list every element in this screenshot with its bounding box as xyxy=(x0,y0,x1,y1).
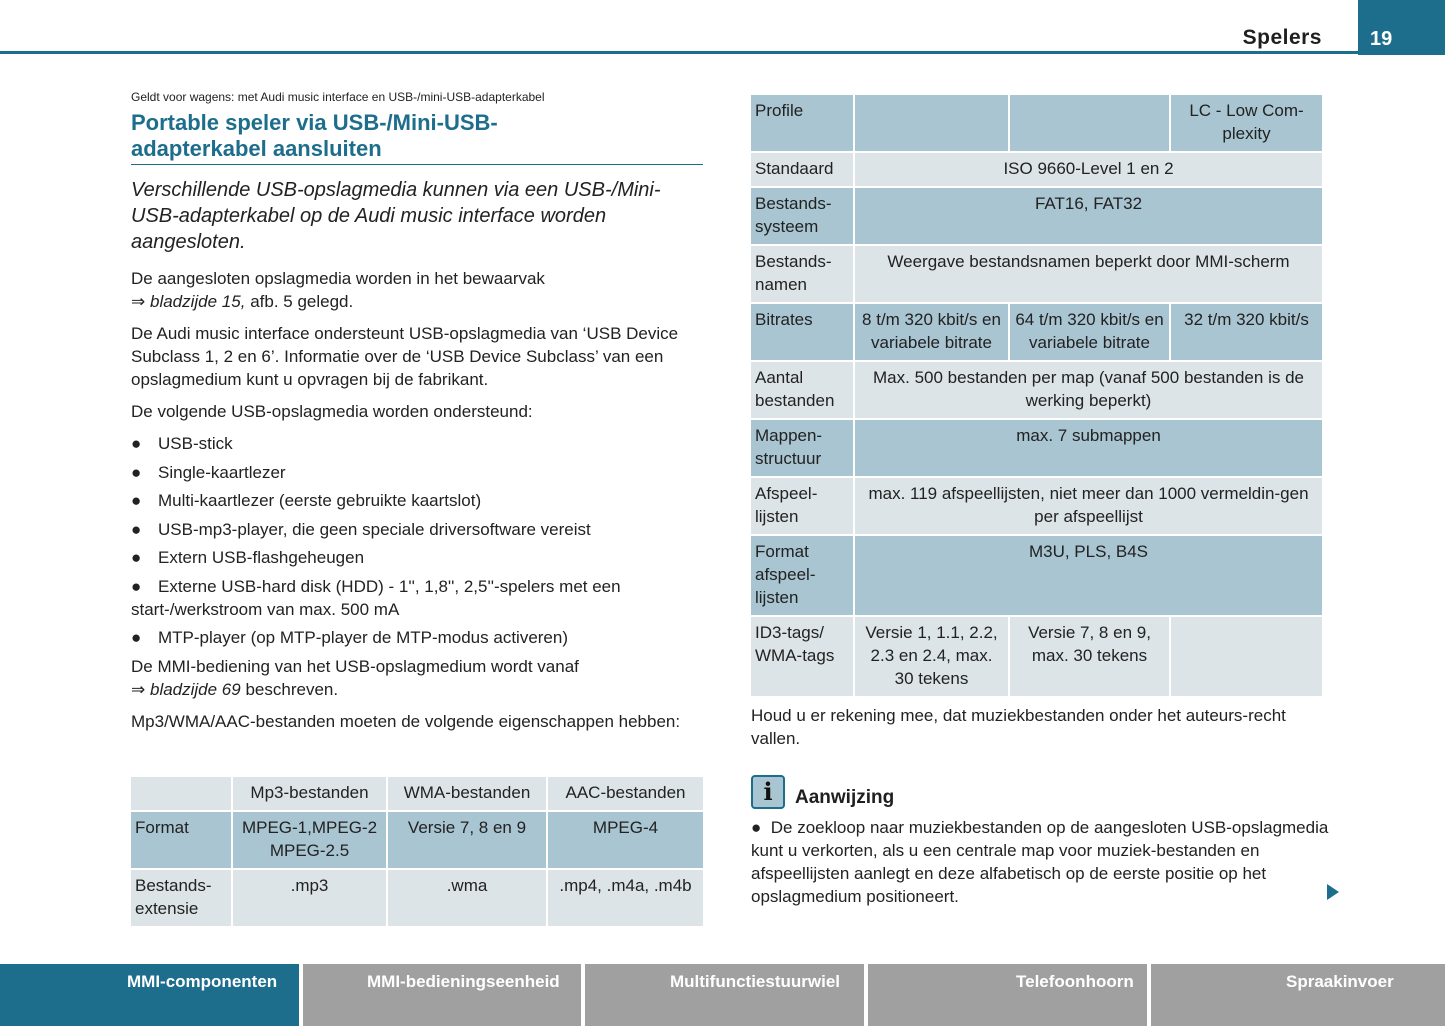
list-item: ● MTP-player (op MTP-player de MTP-modus activeren) xyxy=(131,628,569,647)
header-rule xyxy=(0,51,1358,54)
table-row: Bestands-extensie .mp3 .wma .mp4, .m4a, .m4b xyxy=(131,870,703,926)
format-specification-table xyxy=(749,93,1324,698)
page-number: 19 xyxy=(1370,28,1393,50)
intro-paragraph: Verschillende USB-opslagmedia kunnen via een USB-/Mini-USB-adapterkabel op de Audi music interface worden aangesloten. xyxy=(131,179,661,253)
table-row-standaard: Standaard ISO 9660-Level 1 en 2 xyxy=(751,153,1322,186)
heading-line-1: Portable speler via USB-/Mini-USB- xyxy=(131,110,498,135)
table-row-format-afspeellijsten: Format afspeel-lijsten M3U, PLS, B4S xyxy=(751,536,1322,615)
list-item: ● USB-mp3-player, die geen speciale driversoftware vereist xyxy=(131,519,591,539)
tab-spraakinvoer[interactable]: Spraakinvoer xyxy=(1151,964,1445,1026)
paragraph-mmi-operation: De MMI-bediening van het USB-opslagmedium wordt vanaf ⇒ bladzijde 69 beschreven. xyxy=(131,657,579,699)
table-row-bitrates: Bitrates 8 t/m 320 kbit/s en variabele bitrate 64 t/m 320 kbit/s en variabele bitrate 32 t/m 320 kbit/s xyxy=(751,304,1322,360)
table-row-profile: Profile LC - Low Com-plexity xyxy=(751,95,1322,151)
supported-media-list xyxy=(131,432,703,649)
tab-telefoonhoorn[interactable]: Telefoonhoorn xyxy=(868,964,1147,1026)
list-item: ● Multi-kaartlezer (eerste gebruikte kaartslot) xyxy=(131,491,482,510)
table-row-afspeellijsten: Afspeel-lijsten max. 119 afspeellijsten, niet meer dan 1000 vermeldin-gen per afspeellijst xyxy=(751,478,1322,534)
continue-arrow-icon[interactable] xyxy=(1327,884,1339,900)
list-item: ● Single-kaartlezer xyxy=(131,462,286,482)
paragraph-storage: De aangesloten opslagmedia worden in het bewaarvak ⇒ bladzijde 15, afb. 5 gelegd. xyxy=(131,269,545,311)
copyright-paragraph: Houd u er rekening mee, dat muziekbestanden onder het auteurs-recht vallen. xyxy=(751,706,1286,748)
left-column xyxy=(131,90,703,742)
note-title: Aanwijzing xyxy=(795,787,895,808)
table-row-id3-tags: ID3-tags/ WMA-tags Versie 1, 1.1, 2.2, 2.3 en 2.4, max. 30 tekens Versie 7, 8 en 9, max. 30 tekens xyxy=(751,617,1322,696)
bottom-navigation xyxy=(0,964,1445,1026)
table-row: Format MPEG-1,MPEG-2 MPEG-2.5 Versie 7, 8 en 9 MPEG-4 xyxy=(131,812,703,868)
list-item: ● Extern USB-flashgeheugen xyxy=(131,548,365,567)
paragraph-subclass: De Audi music interface ondersteunt USB-opslagmedia van ‘USB Device Subclass 1, 2 en 6’. Informatie over de ‘USB Device Subclass’ van een opslagmedium kunt u opvragen bij de fabrikant. xyxy=(131,324,679,389)
tab-mmi-bedieningseenheid[interactable]: MMI-bedieningseenheid xyxy=(303,964,581,1026)
section-title: Spelers xyxy=(1242,26,1322,49)
table-row-aantal-bestanden: Aantal bestanden Max. 500 bestanden per map (vanaf 500 bestanden is de werking beperkt) xyxy=(751,362,1322,418)
list-item: ● Externe USB-hard disk (HDD) - 1'', 1,8'', 2,5''-spelers met een start-/werkstroom van max. 500 mA xyxy=(131,576,621,619)
table-row-mappenstructuur: Mappen-structuur max. 7 submappen xyxy=(751,420,1322,476)
paragraph-supported: De volgende USB-opslagmedia worden ondersteund: xyxy=(131,402,533,421)
tab-multifunctiestuurwiel[interactable]: Multifunctiestuurwiel xyxy=(585,964,864,1026)
page-reference-link[interactable]: bladzijde 69 xyxy=(149,680,241,699)
list-item: ● USB-stick xyxy=(131,434,233,453)
page-heading xyxy=(131,110,703,165)
paragraph-file-properties: Mp3/WMA/AAC-bestanden moeten de volgende eigenschappen hebben: xyxy=(131,712,681,731)
table-header-row: Mp3-bestanden WMA-bestanden AAC-bestanden xyxy=(131,777,703,810)
arrow-symbol: ⇒ xyxy=(131,680,146,699)
page-number-box xyxy=(1358,0,1445,55)
table-row-bestandssysteem: Bestands-systeem FAT16, FAT32 xyxy=(751,188,1322,244)
page-reference-link[interactable]: bladzijde 15, xyxy=(149,292,246,311)
applicability-note: Geldt voor wagens: met Audi music interface en USB-/mini-USB-adapterkabel xyxy=(131,90,545,104)
table-row-bestandsnamen: Bestands-namen Weergave bestandsnamen beperkt door MMI-scherm xyxy=(751,246,1322,302)
note-body: ● De zoekloop naar muziekbestanden op de aangesloten USB-opslagmedia kunt u verkorten, als u een centrale map voor muziek-bestanden en afspeellijsten aanlegt en deze alfabetisch op de eerste positie op het opslagmedium positioneert. xyxy=(751,818,1329,906)
info-icon: i xyxy=(751,775,785,809)
heading-line-2: adapterkabel aansluiten xyxy=(131,136,382,161)
file-extension-table xyxy=(129,775,705,928)
arrow-symbol: ⇒ xyxy=(131,292,146,311)
tab-mmi-componenten[interactable]: MMI-componenten xyxy=(0,964,299,1026)
bullet: ● xyxy=(751,818,762,837)
